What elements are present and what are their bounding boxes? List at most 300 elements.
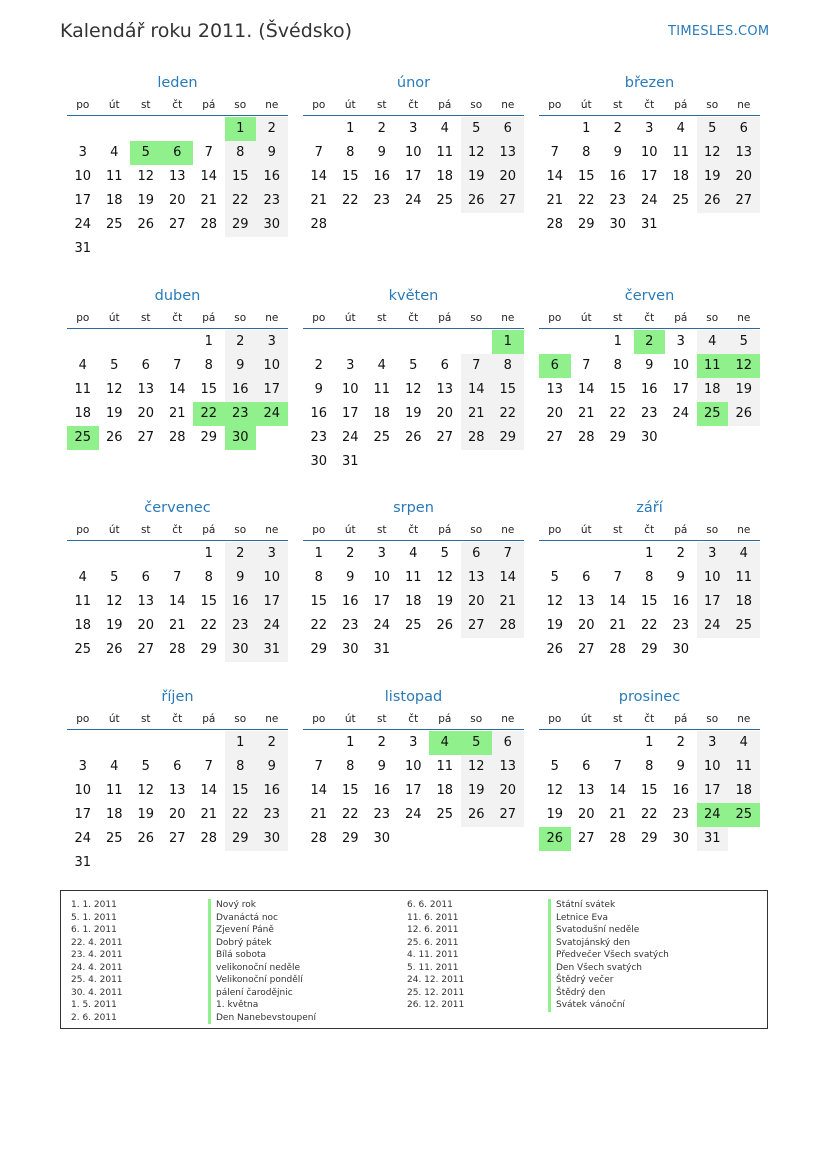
holiday-day-cell: 12: [728, 354, 760, 378]
day-cell: 24: [404, 806, 422, 822]
day-cell: 4: [697, 330, 729, 354]
empty-cell: [130, 851, 162, 875]
day-cell: 16: [310, 405, 328, 421]
day-cell: 31: [256, 638, 288, 662]
day-cell: 15: [310, 593, 328, 609]
empty-cell: [728, 213, 760, 237]
weekday-label: pá: [674, 713, 688, 725]
day-cell: 22: [640, 806, 658, 822]
day-cell: 2: [613, 120, 622, 136]
day-cell: 9: [377, 758, 386, 774]
legend-date: 2. 6. 2011: [71, 1012, 117, 1023]
day-cell: 1: [314, 545, 323, 561]
empty-cell: [130, 542, 162, 566]
legend-date: 24. 4. 2011: [71, 962, 123, 973]
day-cell: 26: [461, 189, 493, 213]
day-cell: 23: [373, 806, 391, 822]
day-cell: 18: [105, 806, 123, 822]
day-cell: 26: [105, 641, 123, 657]
weekday-header: [539, 522, 760, 541]
day-cell: 5: [110, 357, 119, 373]
weekday-label: po: [76, 312, 90, 324]
day-cell: 28: [609, 641, 627, 657]
weekday-label: pá: [674, 99, 688, 111]
day-cell: 8: [645, 569, 654, 585]
day-cell: 8: [645, 758, 654, 774]
day-cell: 15: [341, 168, 359, 184]
legend-holiday-name: Den Nanebevstoupení: [208, 1012, 316, 1025]
weekday-label: čt: [172, 713, 183, 725]
legend-holiday-name: Dobrý pátek: [208, 937, 316, 950]
legend-holiday-name: Den Všech svatých: [548, 962, 669, 975]
day-cell: 8: [314, 569, 323, 585]
empty-cell: [130, 731, 162, 755]
legend-date: 26. 12. 2011: [407, 1000, 465, 1010]
holiday-day-cell: 6: [162, 141, 194, 165]
month-block: [303, 687, 524, 851]
day-cell: 27: [546, 429, 564, 445]
day-grid: [303, 731, 524, 851]
day-cell: 15: [200, 381, 218, 397]
day-cell: 1: [613, 333, 622, 349]
legend-date: 4. 11. 2011: [407, 950, 459, 960]
day-cell: 13: [461, 566, 493, 590]
holiday-day-cell: 30: [225, 426, 257, 450]
empty-cell: [461, 638, 493, 662]
day-cell: 2: [676, 734, 685, 750]
day-cell: 11: [404, 569, 422, 585]
legend-holiday-name: Státní svátek: [548, 899, 669, 912]
day-cell: 3: [697, 731, 729, 755]
weekday-label: ne: [265, 312, 279, 324]
day-cell: 30: [672, 830, 690, 846]
day-cell: 15: [225, 165, 257, 189]
day-cell: 5: [440, 545, 449, 561]
day-cell: 14: [168, 381, 186, 397]
empty-cell: [193, 237, 225, 261]
empty-cell: [728, 827, 760, 851]
weekday-label: út: [344, 312, 356, 324]
day-cell: 22: [577, 192, 595, 208]
day-cell: 19: [436, 593, 454, 609]
month-block: [303, 286, 524, 474]
weekday-label: čt: [644, 713, 655, 725]
day-cell: 22: [341, 806, 359, 822]
day-cell: 25: [373, 429, 391, 445]
day-cell: 20: [546, 405, 564, 421]
weekday-label: ne: [501, 99, 515, 111]
empty-cell: [602, 542, 634, 566]
month-block: [303, 73, 524, 237]
empty-cell: [225, 851, 257, 875]
weekday-header: [303, 97, 524, 116]
day-cell: 25: [436, 806, 454, 822]
day-cell: 14: [200, 782, 218, 798]
month-name: květen: [388, 288, 439, 304]
day-cell: 25: [672, 192, 690, 208]
day-grid: [303, 117, 524, 237]
empty-cell: [461, 330, 493, 354]
day-cell: 13: [577, 782, 595, 798]
day-cell: 3: [377, 545, 386, 561]
day-grid: [539, 330, 760, 450]
day-cell: 1: [645, 545, 654, 561]
legend-holiday-name: Bílá sobota: [208, 949, 316, 962]
holiday-day-cell: 26: [539, 827, 571, 851]
legend-date: 5. 1. 2011: [71, 912, 117, 923]
day-cell: 14: [310, 168, 328, 184]
day-cell: 28: [609, 830, 627, 846]
empty-cell: [99, 117, 131, 141]
day-cell: 17: [697, 779, 729, 803]
empty-cell: [665, 213, 697, 237]
empty-cell: [162, 330, 194, 354]
day-cell: 20: [137, 405, 155, 421]
day-cell: 7: [204, 758, 213, 774]
day-grid: [303, 330, 524, 474]
legend-holiday-name: 1. května: [208, 999, 316, 1012]
legend-date: 1. 1. 2011: [71, 900, 117, 910]
weekday-label: út: [344, 713, 356, 725]
day-cell: 31: [341, 453, 359, 469]
holiday-day-cell: 24: [256, 402, 288, 426]
legend-date: 25. 12. 2011: [407, 987, 465, 998]
legend-names-left: [208, 899, 316, 1024]
day-grid: [539, 117, 760, 237]
day-cell: 19: [697, 165, 729, 189]
weekday-label: čt: [408, 312, 419, 324]
day-cell: 17: [404, 782, 422, 798]
day-cell: 14: [168, 593, 186, 609]
day-cell: 29: [492, 426, 524, 450]
day-cell: 31: [74, 854, 92, 870]
day-cell: 21: [310, 192, 328, 208]
day-cell: 7: [173, 357, 182, 373]
empty-cell: [99, 542, 131, 566]
day-cell: 10: [341, 381, 359, 397]
weekday-label: ne: [501, 524, 515, 536]
day-cell: 7: [550, 144, 559, 160]
month-name: leden: [157, 75, 198, 91]
day-cell: 24: [74, 830, 92, 846]
empty-cell: [728, 638, 760, 662]
month-block: [303, 498, 524, 662]
empty-cell: [429, 213, 461, 237]
day-cell: 9: [256, 755, 288, 779]
day-cell: 23: [310, 429, 328, 445]
weekday-label: ne: [501, 312, 515, 324]
weekday-label: čt: [644, 524, 655, 536]
day-cell: 12: [105, 381, 123, 397]
empty-cell: [256, 426, 288, 450]
day-cell: 12: [546, 782, 564, 798]
month-name: říjen: [161, 689, 194, 705]
day-cell: 19: [546, 617, 564, 633]
day-cell: 5: [697, 117, 729, 141]
weekday-label: po: [312, 713, 326, 725]
empty-cell: [539, 117, 571, 141]
day-cell: 5: [141, 758, 150, 774]
day-grid: [67, 330, 288, 450]
day-cell: 4: [377, 357, 386, 373]
day-cell: 30: [256, 827, 288, 851]
day-cell: 19: [137, 192, 155, 208]
weekday-label: so: [706, 99, 719, 111]
day-cell: 16: [256, 165, 288, 189]
legend-holiday-name: Svatojánský den: [548, 937, 669, 950]
day-cell: 9: [314, 381, 323, 397]
day-cell: 8: [582, 144, 591, 160]
empty-cell: [67, 542, 99, 566]
day-cell: 11: [672, 144, 690, 160]
legend-dates-left: [71, 899, 123, 1024]
day-cell: 29: [609, 429, 627, 445]
day-grid: [67, 117, 288, 261]
weekday-label: pá: [438, 713, 452, 725]
weekday-header: [67, 711, 288, 730]
day-cell: 24: [373, 617, 391, 633]
month-name: srpen: [393, 500, 434, 516]
empty-cell: [162, 731, 194, 755]
day-cell: 12: [461, 755, 493, 779]
day-cell: 29: [200, 429, 218, 445]
day-cell: 21: [200, 806, 218, 822]
legend-date: 5. 11. 2011: [407, 962, 459, 973]
day-cell: 27: [137, 429, 155, 445]
legend-date: 30. 4. 2011: [71, 987, 123, 998]
weekday-label: st: [140, 99, 151, 111]
day-cell: 13: [546, 381, 564, 397]
day-cell: 18: [404, 593, 422, 609]
day-cell: 26: [105, 429, 123, 445]
legend-holiday-name: velikonoční neděle: [208, 962, 316, 975]
empty-cell: [303, 330, 335, 354]
day-cell: 30: [310, 453, 328, 469]
brand-link[interactable]: TIMESLES.COM: [668, 24, 770, 39]
weekday-label: čt: [408, 713, 419, 725]
empty-cell: [398, 330, 430, 354]
empty-cell: [539, 731, 571, 755]
holiday-day-cell: 23: [225, 402, 257, 426]
weekday-label: út: [344, 524, 356, 536]
day-cell: 24: [672, 405, 690, 421]
weekday-label: ne: [737, 312, 751, 324]
weekday-label: ne: [737, 99, 751, 111]
day-cell: 11: [105, 168, 123, 184]
day-cell: 8: [204, 357, 213, 373]
day-cell: 14: [461, 378, 493, 402]
holiday-legend: [60, 890, 768, 1029]
empty-cell: [461, 213, 493, 237]
day-cell: 25: [728, 614, 760, 638]
weekday-label: pá: [438, 99, 452, 111]
weekday-header: [67, 522, 288, 541]
legend-date: 6. 1. 2011: [71, 925, 117, 935]
holiday-day-cell: 24: [697, 803, 729, 827]
holiday-day-cell: 5: [130, 141, 162, 165]
day-cell: 2: [377, 734, 386, 750]
day-cell: 7: [204, 144, 213, 160]
weekday-header: [539, 310, 760, 329]
legend-holiday-name: Štědrý den: [548, 987, 669, 1000]
day-cell: 14: [609, 593, 627, 609]
weekday-label: st: [376, 312, 387, 324]
day-cell: 6: [728, 117, 760, 141]
day-cell: 1: [204, 545, 213, 561]
holiday-day-cell: 25: [697, 402, 729, 426]
day-cell: 5: [550, 758, 559, 774]
day-cell: 28: [200, 216, 218, 232]
weekday-label: čt: [172, 99, 183, 111]
day-cell: 30: [609, 216, 627, 232]
day-cell: 3: [409, 120, 418, 136]
weekday-label: st: [612, 312, 623, 324]
empty-cell: [697, 426, 729, 450]
day-cell: 18: [74, 617, 92, 633]
day-cell: 3: [645, 120, 654, 136]
day-cell: 22: [225, 189, 257, 213]
empty-cell: [162, 851, 194, 875]
day-cell: 20: [492, 165, 524, 189]
day-cell: 17: [74, 806, 92, 822]
day-cell: 18: [436, 168, 454, 184]
weekday-label: st: [376, 713, 387, 725]
weekday-label: út: [580, 99, 592, 111]
day-cell: 13: [137, 593, 155, 609]
day-cell: 27: [577, 830, 595, 846]
day-cell: 15: [200, 593, 218, 609]
day-cell: 17: [697, 590, 729, 614]
weekday-label: st: [376, 99, 387, 111]
day-cell: 14: [577, 381, 595, 397]
weekday-label: út: [108, 713, 120, 725]
day-cell: 29: [225, 213, 257, 237]
day-cell: 18: [373, 405, 391, 421]
day-cell: 23: [373, 192, 391, 208]
legend-date: 22. 4. 2011: [71, 937, 123, 948]
day-cell: 17: [672, 381, 690, 397]
day-cell: 22: [609, 405, 627, 421]
legend-holiday-name: Štědrý večer: [548, 974, 669, 987]
day-cell: 20: [461, 590, 493, 614]
weekday-label: so: [706, 312, 719, 324]
weekday-label: so: [234, 312, 247, 324]
day-cell: 28: [461, 426, 493, 450]
day-cell: 19: [105, 405, 123, 421]
weekday-label: pá: [674, 524, 688, 536]
day-cell: 16: [640, 381, 658, 397]
day-cell: 15: [341, 782, 359, 798]
day-cell: 12: [436, 569, 454, 585]
day-cell: 17: [404, 168, 422, 184]
day-cell: 6: [141, 357, 150, 373]
day-cell: 2: [346, 545, 355, 561]
day-cell: 22: [310, 617, 328, 633]
day-cell: 1: [204, 333, 213, 349]
day-cell: 2: [256, 117, 288, 141]
day-cell: 20: [168, 806, 186, 822]
weekday-label: ne: [265, 713, 279, 725]
empty-cell: [728, 426, 760, 450]
empty-cell: [492, 827, 524, 851]
day-cell: 23: [341, 617, 359, 633]
weekday-label: út: [344, 99, 356, 111]
day-cell: 29: [640, 830, 658, 846]
weekday-label: út: [580, 713, 592, 725]
day-cell: 21: [168, 617, 186, 633]
day-cell: 20: [436, 405, 454, 421]
legend-date: 24. 12. 2011: [407, 975, 465, 985]
day-cell: 18: [728, 779, 760, 803]
weekday-label: so: [706, 713, 719, 725]
day-cell: 14: [310, 782, 328, 798]
weekday-label: út: [580, 312, 592, 324]
weekday-header: [67, 310, 288, 329]
weekday-label: út: [108, 99, 120, 111]
day-cell: 2: [377, 120, 386, 136]
weekday-label: po: [76, 713, 90, 725]
empty-cell: [99, 851, 131, 875]
day-cell: 11: [436, 144, 454, 160]
holiday-day-cell: 2: [634, 330, 666, 354]
day-cell: 13: [492, 755, 524, 779]
weekday-label: út: [108, 524, 120, 536]
weekday-label: čt: [408, 99, 419, 111]
day-cell: 23: [672, 617, 690, 633]
day-cell: 21: [310, 806, 328, 822]
empty-cell: [303, 117, 335, 141]
month-block: [539, 73, 760, 237]
day-cell: 15: [609, 381, 627, 397]
day-cell: 6: [492, 117, 524, 141]
month-name: duben: [154, 288, 201, 304]
day-cell: 4: [110, 758, 119, 774]
month-name: září: [636, 500, 663, 516]
empty-cell: [366, 330, 398, 354]
day-cell: 31: [697, 827, 729, 851]
empty-cell: [67, 731, 99, 755]
day-cell: 13: [137, 381, 155, 397]
day-cell: 9: [377, 144, 386, 160]
day-cell: 29: [310, 641, 328, 657]
day-cell: 15: [640, 782, 658, 798]
weekday-label: so: [234, 713, 247, 725]
day-cell: 23: [256, 189, 288, 213]
legend-holiday-name: Velikonoční pondělí: [208, 974, 316, 987]
day-cell: 3: [697, 542, 729, 566]
day-cell: 22: [492, 402, 524, 426]
day-cell: 9: [676, 569, 685, 585]
day-cell: 21: [609, 617, 627, 633]
legend-holiday-name: Letnice Eva: [548, 912, 669, 925]
day-cell: 10: [697, 566, 729, 590]
weekday-label: po: [312, 99, 326, 111]
weekday-label: so: [470, 524, 483, 536]
day-cell: 11: [436, 758, 454, 774]
day-cell: 14: [492, 566, 524, 590]
day-cell: 8: [346, 144, 355, 160]
weekday-label: čt: [644, 99, 655, 111]
day-cell: 9: [225, 566, 257, 590]
day-cell: 28: [168, 641, 186, 657]
day-cell: 2: [314, 357, 323, 373]
day-cell: 16: [341, 593, 359, 609]
day-cell: 3: [409, 734, 418, 750]
empty-cell: [461, 450, 493, 474]
empty-cell: [162, 542, 194, 566]
weekday-label: pá: [674, 312, 688, 324]
day-cell: 26: [728, 402, 760, 426]
